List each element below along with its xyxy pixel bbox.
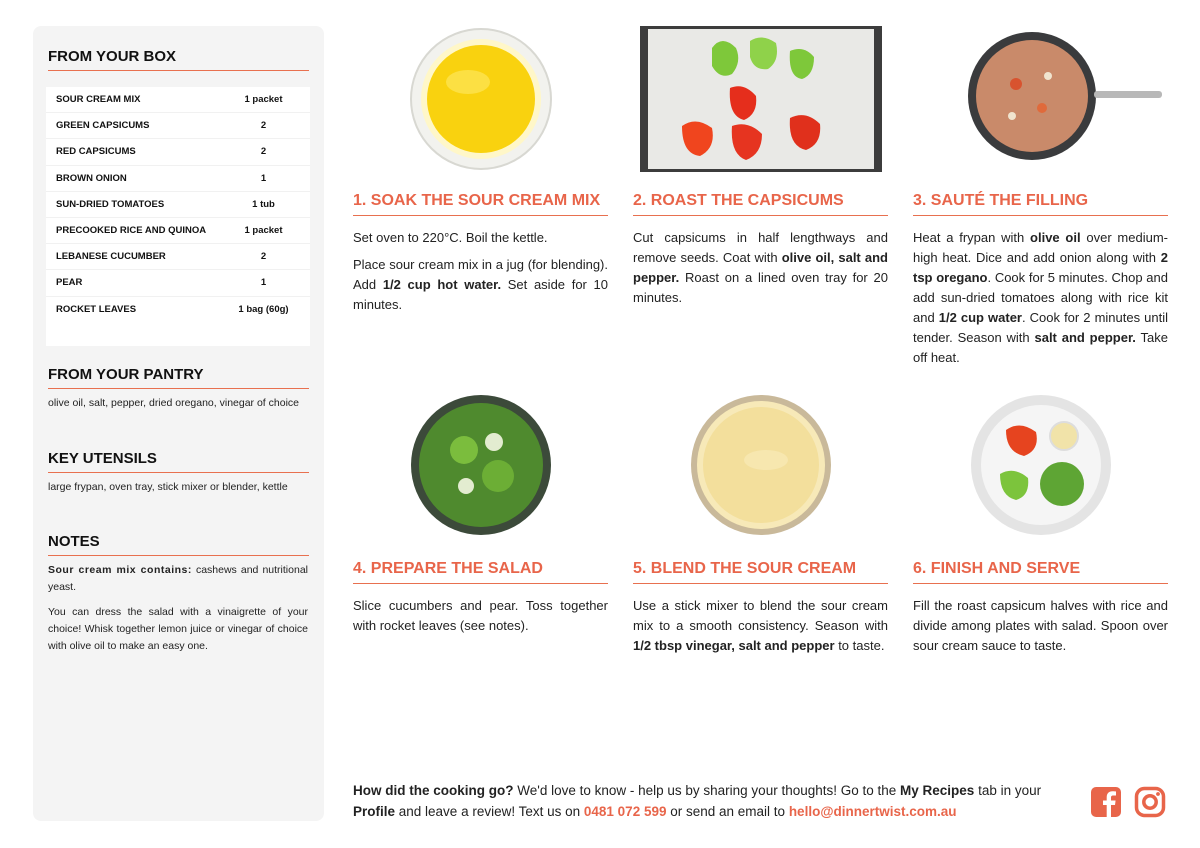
step-1-text (353, 228, 608, 322)
instagram-icon[interactable] (1134, 786, 1166, 818)
note-1-rest: cashews and nutritional yeast. (48, 564, 308, 593)
step-3-bold-d: 2 tsp oregano (913, 250, 1168, 285)
ingredient-qty: 2 (260, 251, 267, 263)
ingredient-row (46, 166, 310, 192)
note-1 (48, 562, 308, 596)
footer-phone-link[interactable]: 0481 072 599 (583, 804, 667, 819)
footer-my-recipes: My Recipes (900, 783, 975, 798)
ingredient-qty: 1 packet (244, 225, 283, 237)
step-5-photo (633, 390, 888, 540)
footer-text-3: and leave a review! Text us on (395, 804, 584, 819)
step-1-photo (353, 24, 608, 174)
ingredient-qty: 1 packet (244, 94, 283, 106)
step-5-p1 (633, 596, 888, 656)
step-3-text-a: Heat a frypan with (913, 230, 1031, 245)
sidebar (33, 26, 324, 821)
step-2-text (633, 228, 888, 315)
ingredient-name: PEAR (56, 277, 83, 289)
ingredient-name: RED CAPSICUMS (56, 146, 136, 158)
step-2-text-c: Roast on a lined oven tray for 20 minutes. (633, 270, 888, 305)
step-3-bold-h: salt and pepper. (1034, 330, 1136, 345)
ingredient-qty: 1 bag (60g) (238, 304, 289, 316)
ingredient-qty: 1 tub (252, 198, 275, 210)
key-utensils-heading: KEY UTENSILS (48, 450, 309, 473)
step-2-p1 (633, 228, 888, 308)
footer-text-4: or send an email to (666, 804, 789, 819)
utensils-text: large frypan, oven tray, stick mixer or blender, kettle (48, 481, 288, 493)
ingredient-row (46, 244, 310, 270)
step-5-bold: 1/2 tbsp vinegar, salt and pepper (633, 638, 835, 653)
step-3-bold-b: olive oil (1030, 230, 1081, 245)
ingredient-row (46, 139, 310, 165)
step-3-p1 (913, 228, 1168, 368)
ingredient-qty: 2 (260, 146, 267, 158)
step-1-p2-end: Set aside for 10 minutes. (353, 277, 609, 312)
step-4-text (353, 596, 608, 643)
step-1-title: 1. SOAK THE SOUR CREAM MIX (353, 192, 608, 216)
step-6-title: 6. FINISH AND SERVE (913, 560, 1168, 584)
step-5-text-c: to taste. (834, 638, 885, 653)
step-4-p1: Slice cucumbers and pear. Toss together with rocket leaves (see notes). (353, 598, 608, 633)
step-2-text-a: Cut capsicums in half lengthways and remove seeds. Coat with (633, 230, 888, 265)
step-3-text-e: . Cook for 5 minutes. Chop and add sun-dried tomatoes along with rice kit and (913, 270, 1168, 325)
step-1-p2-text: Place sour cream mix in a jug (for blending). Add (353, 257, 608, 292)
ingredient-name: BROWN ONION (56, 172, 127, 184)
step-1-p1: Set oven to 220°C. Boil the kettle. (353, 230, 548, 245)
from-your-pantry-heading: FROM YOUR PANTRY (48, 366, 309, 389)
pantry-text: olive oil, salt, pepper, dried oregano, vinegar of choice (48, 397, 299, 409)
ingredient-qty: 1 (260, 277, 267, 289)
step-6-text (913, 596, 1168, 663)
note-2: You can dress the salad with a vinaigrette of your choice! Whisk together lemon juice or vinegar of choice with olive oil to make an easy one. (48, 606, 308, 652)
step-4-photo (353, 390, 608, 540)
step-4-title: 4. PREPARE THE SALAD (353, 560, 608, 584)
ingredient-name: PRECOOKED RICE AND QUINOA (56, 225, 207, 237)
ingredient-row (46, 87, 310, 113)
step-5-text (633, 596, 888, 663)
step-2-bold: olive oil, salt and pepper. (633, 250, 888, 285)
step-3-bold-f: 1/2 cup water (938, 310, 1022, 325)
step-2-title: 2. ROAST THE CAPSICUMS (633, 192, 888, 216)
ingredients-table (46, 87, 310, 346)
step-6-p1: Fill the roast capsicum halves with rice and divide among plates with salad. Spoon over sour cream sauce to taste. (913, 598, 1168, 653)
ingredient-row (46, 218, 310, 244)
step-1-p2 (353, 255, 608, 315)
footer-text-1: We'd love to know - help us by sharing your thoughts! Go to the (513, 783, 901, 798)
step-3-text-c: over medium-high heat. Dice and add onion along with (913, 230, 1168, 265)
step-2-photo (633, 24, 888, 174)
step-1-p2-bold: 1/2 cup hot water. (382, 277, 502, 292)
ingredient-row (46, 192, 310, 218)
feedback-footer (353, 780, 1078, 822)
footer-email-link[interactable]: hello@dinnertwist.com.au (788, 804, 957, 819)
note-1-bold: Sour cream mix contains: (48, 564, 192, 576)
ingredient-row (46, 270, 310, 296)
step-3-text (913, 228, 1168, 375)
facebook-icon[interactable] (1090, 786, 1122, 818)
ingredient-name: SUN-DRIED TOMATOES (56, 198, 165, 210)
step-3-title: 3. SAUTÉ THE FILLING (913, 192, 1168, 216)
notes-heading: NOTES (48, 533, 309, 556)
footer-text-2: tab in your (974, 783, 1042, 798)
step-3-text-g: . Cook for 2 minutes until tender. Season with (913, 310, 1168, 345)
ingredient-name: SOUR CREAM MIX (56, 94, 141, 106)
step-3-text-i: Take off heat. (913, 330, 1168, 365)
from-your-box-heading: FROM YOUR BOX (48, 48, 309, 71)
ingredient-qty: 1 (260, 172, 267, 184)
ingredient-name: LEBANESE CUCUMBER (56, 251, 166, 263)
ingredient-name: ROCKET LEAVES (56, 304, 137, 316)
footer-profile: Profile (353, 804, 396, 819)
step-5-text-a: Use a stick mixer to blend the sour cream mix to a smooth consistency. Season with (633, 598, 888, 633)
ingredient-qty: 2 (260, 120, 267, 132)
step-5-title: 5. BLEND THE SOUR CREAM (633, 560, 888, 584)
step-3-photo (913, 24, 1168, 174)
ingredient-row (46, 113, 310, 139)
footer-question: How did the cooking go? (353, 783, 514, 798)
ingredient-row (46, 297, 310, 323)
step-6-photo (913, 390, 1168, 540)
ingredient-name: GREEN CAPSICUMS (56, 120, 150, 132)
